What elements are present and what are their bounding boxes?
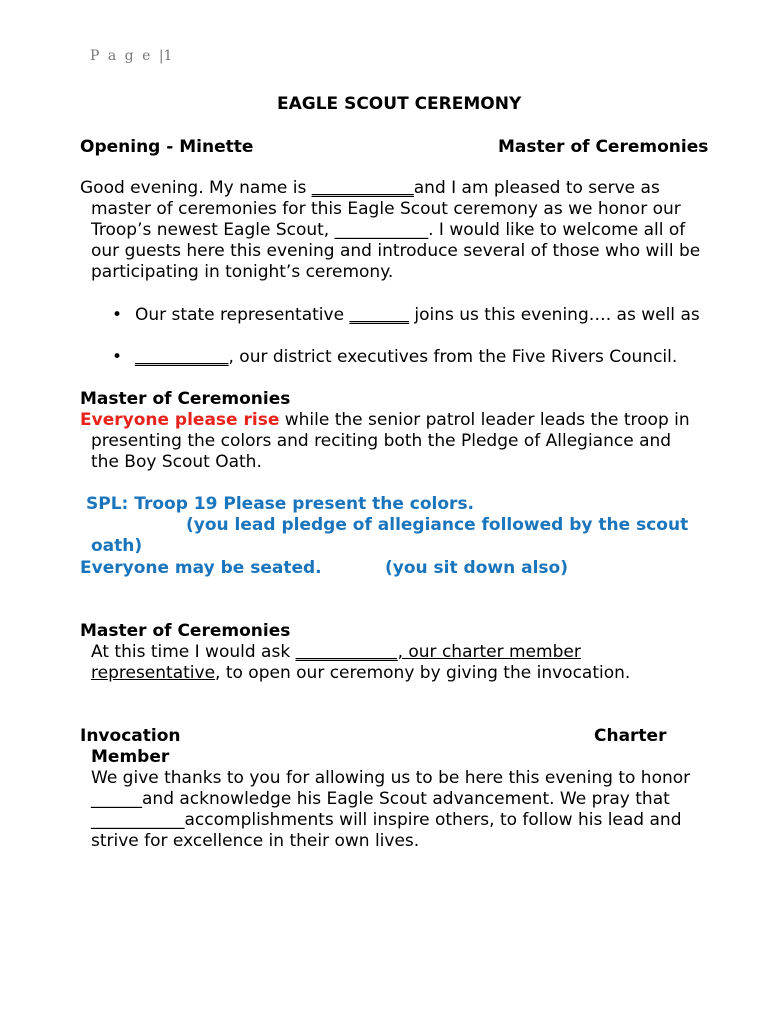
spl-line-2: (you lead pledge of allegiance followed by the scout — [186, 515, 689, 535]
page-label: P a g e — [90, 48, 153, 64]
mc2-line-1 — [91, 642, 581, 663]
document-title: EAGLE SCOUT CEREMONY — [277, 94, 522, 114]
invocation-line-4: strive for excellence in their own lives. — [91, 831, 420, 851]
spl-line-3: oath) — [91, 536, 143, 556]
invocation-label: Invocation — [80, 726, 181, 746]
mc2-text: At this time I would ask — [91, 642, 296, 662]
welcome-line-5: participating in tonight’s ceremony. — [91, 262, 394, 282]
mc2-text-cont: , to open our ceremony by giving the invocation. — [215, 663, 631, 683]
welcome-line-2: master of ceremonies for this Eagle Scout ceremony as we honor our — [91, 199, 681, 219]
opening-role: Master of Ceremonies — [498, 137, 709, 157]
charter-member-blank: ____________, our charter member — [295, 642, 581, 662]
page-separator: | — [158, 48, 164, 64]
invocation-line-1: We give thanks to you for allowing us to be here this evening to honor — [91, 768, 691, 788]
rise-instruction: Everyone please rise — [80, 410, 280, 430]
mc1-line-1 — [80, 410, 690, 431]
welcome-line-4: our guests here this evening and introduce several of those who will be — [91, 241, 701, 261]
name-blank: ____________ — [311, 178, 414, 198]
opening-label: Opening - Minette — [80, 137, 254, 157]
mc2-line-2 — [91, 663, 630, 684]
invocation-line-2: ______and acknowledge his Eagle Scout advancement. We pray that — [91, 789, 670, 809]
bullet-item — [135, 347, 677, 368]
mc1-line-3: the Boy Scout Oath. — [91, 452, 262, 472]
bullet-dot: • — [112, 347, 123, 367]
executive-blank: ___________ — [135, 347, 229, 367]
spl-line-1: SPL: Troop 19 Please present the colors. — [86, 494, 475, 514]
bullet-text-cont: , our district executives from the Five Rivers Council. — [228, 347, 678, 367]
page-header — [90, 46, 174, 67]
invocation-line-3: ___________accomplishments will inspire others, to follow his lead and — [91, 810, 682, 830]
invocation-role: Charter — [594, 726, 667, 746]
welcome-text-cont: and I am pleased to serve as — [413, 178, 660, 198]
bullet-text-cont: joins us this evening…. as well as — [408, 305, 700, 325]
bullet-item — [135, 305, 700, 326]
mc-heading-2: Master of Ceremonies — [80, 621, 291, 641]
representative-label: representative — [91, 663, 216, 683]
page-number: 1 — [163, 48, 175, 64]
mc-heading-1: Master of Ceremonies — [80, 389, 291, 409]
mc1-text: while the senior patrol leader leads the troop in — [279, 410, 690, 430]
sit-down-note: (you sit down also) — [385, 558, 568, 578]
seated-instruction: Everyone may be seated. — [80, 558, 322, 578]
invocation-role-cont: Member — [91, 747, 170, 767]
bullet-text: Our state representative — [135, 305, 350, 325]
bullet-dot: • — [112, 305, 123, 325]
welcome-text: Good evening. My name is — [80, 178, 312, 198]
welcome-line-1 — [80, 178, 660, 199]
mc1-line-2: presenting the colors and reciting both the Pledge of Allegiance and — [91, 431, 672, 451]
representative-blank: _______ — [349, 305, 409, 325]
welcome-line-3: Troop’s newest Eagle Scout, ___________. I would like to welcome all of — [91, 220, 686, 240]
